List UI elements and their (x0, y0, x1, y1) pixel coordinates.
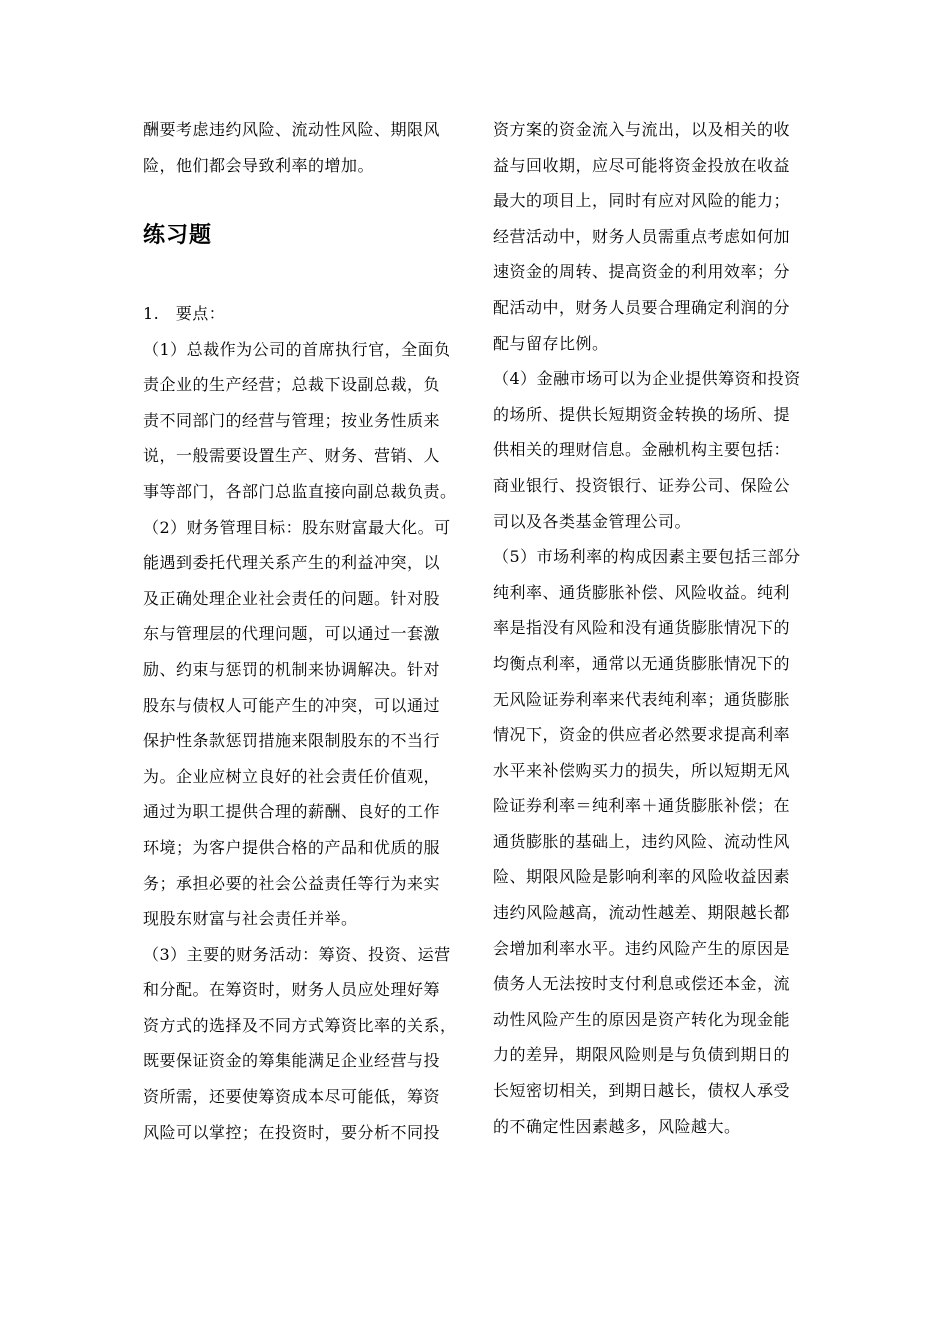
text-line: 务；承担必要的社会公益责任等行为来实 (143, 873, 441, 893)
text-line: 资所需，还要使筹资成本尽可能低，筹资 (143, 1087, 441, 1107)
text-line: （3）主要的财务活动：筹资、投资、运营 (143, 944, 451, 964)
right-column (493, 112, 811, 1144)
text-line: 配活动中，财务人员要合理确定利润的分 (493, 297, 791, 317)
text-line: 司以及各类基金管理公司。 (493, 511, 692, 531)
left-column-body (143, 296, 461, 1150)
text-line: 风险可以掌控；在投资时，要分析不同投 (143, 1122, 441, 1142)
text-line: 违约风险越高，流动性越差、期限越长都 (493, 903, 791, 923)
text-line: 商业银行、投资银行、证券公司、保险公 (493, 475, 791, 495)
text-line: 责不同部门的经营与管理；按业务性质来 (143, 410, 441, 430)
section-heading: 练习题 (143, 223, 213, 248)
text-line: 和分配。在筹资时，财务人员应处理好筹 (143, 980, 441, 1000)
text-line: 率是指没有风险和没有通货膨胀情况下的 (493, 618, 791, 638)
text-line: 险，他们都会导致利率的增加。 (143, 155, 375, 175)
text-line: 供相关的理财信息。金融机构主要包括： (493, 440, 791, 460)
text-line: 债务人无法按时支付利息或偿还本金，流 (493, 974, 791, 994)
text-line: 通过为职工提供合理的薪酬、良好的工作 (143, 802, 441, 822)
text-line: 既要保证资金的筹集能满足企业经营与投 (143, 1051, 441, 1071)
text-line: 最大的项目上，同时有应对风险的能力； (493, 191, 791, 211)
text-line: 环境；为客户提供合格的产品和优质的服 (143, 837, 441, 857)
text-line: （2）财务管理目标：股东财富最大化。可 (143, 517, 451, 537)
text-line: 会增加利率水平。违约风险产生的原因是 (493, 938, 791, 958)
text-line: 及正确处理企业社会责任的问题。针对股 (143, 588, 441, 608)
text-line: 益与回收期，应尽可能将资金投放在收益 (493, 155, 791, 175)
text-line: 说，一般需要设置生产、财务、营销、人 (143, 446, 441, 466)
text-line: 的场所、提供长短期资金转换的场所、提 (493, 404, 791, 424)
text-line: 情况下，资金的供应者必然要求提高利率 (493, 725, 791, 745)
text-line: 纯利率、通货膨胀补偿、风险收益。纯利 (493, 582, 791, 602)
text-line: （4）金融市场可以为企业提供筹资和投资 (493, 369, 801, 389)
text-line: 力的差异，期限风险则是与负债到期日的 (493, 1045, 791, 1065)
text-line: 东与管理层的代理问题，可以通过一套激 (143, 624, 441, 644)
text-line: 险证券利率＝纯利率＋通货膨胀补偿；在 (493, 796, 791, 816)
text-line: 水平来补偿购买力的损失，所以短期无风 (493, 760, 791, 780)
text-line: 事等部门，各部门总监直接向副总裁负责。 (143, 481, 457, 501)
text-line: 股东与债权人可能产生的冲突，可以通过 (143, 695, 441, 715)
text-line: 资方案的资金流入与流出，以及相关的收 (493, 120, 791, 139)
text-line: 速资金的周转、提高资金的利用效率；分 (493, 262, 791, 282)
text-line: 配与留存比例。 (493, 333, 609, 353)
text-line: 通货膨胀的基础上，违约风险、流动性风 (493, 831, 791, 851)
text-line: 为。企业应树立良好的社会责任价值观， (143, 766, 441, 786)
text-line: 保护性条款惩罚措施来限制股东的不当行 (143, 731, 441, 751)
text-line: 酬要考虑违约风险、流动性风险、期限风 (143, 120, 441, 139)
text-line: （5）市场利率的构成因素主要包括三部分 (493, 547, 801, 567)
text-line: 均衡点利率，通常以无通货膨胀情况下的 (493, 653, 791, 673)
text-line: 能遇到委托代理关系产生的利益冲突，以 (143, 553, 441, 573)
left-column (143, 112, 461, 183)
text-line: 动性风险产生的原因是资产转化为现金能 (493, 1009, 791, 1029)
text-line: 资方式的选择及不同方式筹资比率的关系， (143, 1015, 457, 1035)
text-line: 无风险证券利率来代表纯利率；通货膨胀 (493, 689, 791, 709)
text-line: 励、约束与惩罚的机制来协调解决。针对 (143, 659, 441, 679)
text-line: 责企业的生产经营；总裁下设副总裁，负 (143, 375, 441, 395)
text-line: 现股东财富与社会责任并举。 (143, 909, 358, 929)
text-line: （1）总裁作为公司的首席执行官，全面负 (143, 339, 451, 359)
text-line: 的不确定性因素越多，风险越大。 (493, 1116, 741, 1136)
text-line: 1. 要点： (143, 304, 226, 323)
text-line: 险、期限风险是影响利率的风险收益因素 (493, 867, 791, 887)
text-line: 长短密切相关，到期日越长，债权人承受 (493, 1081, 791, 1101)
text-line: 经营活动中，财务人员需重点考虑如何加 (493, 226, 791, 246)
